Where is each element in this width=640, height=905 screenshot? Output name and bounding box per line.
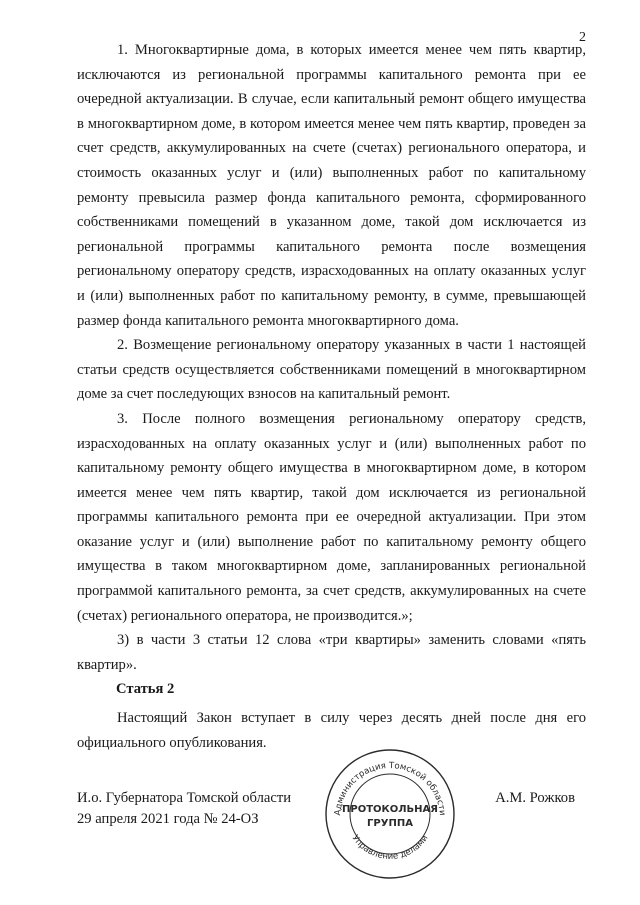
page-number: 2 bbox=[579, 30, 586, 45]
paragraph-part-2: 2. Возмещение региональному оператору указанных в части 1 настоящей статьи средств осуществляется собственниками помещений в многоквартирном доме за счет последующих взносов на капитальный ремонт. bbox=[77, 337, 586, 403]
law-date-number: 29 апреля 2021 года № 24-ОЗ bbox=[77, 811, 259, 827]
paragraph-part-1: 1. Многоквартирные дома, в которых имеется менее чем пять квартир, исключаются из региональной программы капитального ремонта при ее очередной актуализации. В случае, если капитальный ремонт общего имущества в многоквартирном доме, в котором имеется менее чем пять квартир, проведен за счет средств, аккумулированных на счете (счетах) регионального оператора, и стоимость оказанных услуг и (или) выполненных работ по капитальному ремонту превысила размер фонда капитального ремонта, сформированного собственниками помещений в указанном доме, такой дом исключается из региональной программы капитального ремонта после возмещения региональному оператору средств, израсходованных на оплату оказанных услуг и (или) выполненных работ по капитальному ремонту, в сумме, превышающей размер фонда капитального ремонта многоквартирного дома. bbox=[77, 42, 586, 329]
official-stamp bbox=[320, 744, 460, 884]
article-heading: Статья 2 bbox=[116, 681, 175, 697]
stamp-top-arc-text: Администрация Томской области bbox=[333, 760, 447, 817]
document-body bbox=[77, 38, 586, 677]
article-text: Настоящий Закон вступает в силу через десять дней после дня его официального опубликования. bbox=[77, 710, 586, 751]
signer-block bbox=[77, 788, 291, 830]
paragraph-item-3: 3) в части 3 статьи 12 слова «три квартиры» заменить словами «пять квартир». bbox=[77, 632, 586, 673]
signer-position: И.о. Губернатора Томской области bbox=[77, 790, 292, 806]
stamp-center-line-1: ПРОТОКОЛЬНАЯ bbox=[342, 804, 438, 815]
signer-name: А.М. Рожков bbox=[495, 790, 575, 806]
paragraph-part-3: 3. После полного возмещения региональному оператору средств, израсходованных на оплату оказанных услуг и (или) выполненных работ по капитальному ремонту общего имущества в многоквартирном доме, в котором имеется менее чем пять квартир, такой дом исключается из региональной программы капитального ремонта при ее очередной актуализации. При этом оказание услуг и (или) выполнение работ по капитальному ремонту общего имущества в таком многоквартирном доме, запланированных региональной программой капитального ремонта, за счет средств, аккумулированных на счете (счетах) регионального оператора, не производится.»; bbox=[77, 410, 586, 624]
stamp-bottom-arc-text: Управление делами bbox=[349, 833, 431, 862]
stamp-center-line-2: ГРУППА bbox=[367, 818, 413, 829]
